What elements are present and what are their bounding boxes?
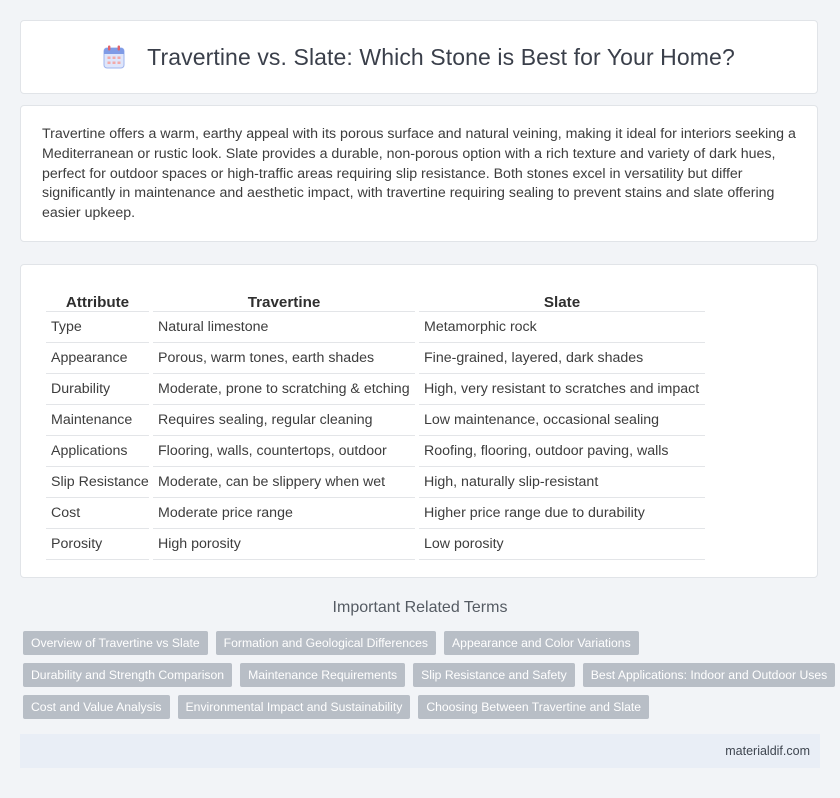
table-row (46, 312, 705, 343)
table-cell-travertine: Flooring, walls, countertops, outdoor (153, 436, 415, 467)
table-cell-slate: Low porosity (419, 529, 705, 560)
header-card (20, 20, 818, 94)
comparison-table-card (20, 264, 818, 578)
tag-row (23, 631, 823, 655)
related-term-tag[interactable]: Overview of Travertine vs Slate (23, 631, 208, 655)
table-cell-travertine: High porosity (153, 529, 415, 560)
calendar-icon (103, 45, 125, 69)
table-cell-attribute: Porosity (46, 529, 149, 560)
related-term-tag[interactable]: Environmental Impact and Sustainability (178, 695, 411, 719)
related-terms-list (23, 631, 828, 727)
table-row (46, 436, 705, 467)
table-cell-slate: Metamorphic rock (419, 312, 705, 343)
table-row (46, 467, 705, 498)
column-header-slate: Slate (419, 285, 705, 312)
title-wrap (103, 44, 735, 71)
table-cell-attribute: Applications (46, 436, 149, 467)
table-cell-slate: High, very resistant to scratches and impact (419, 374, 705, 405)
related-term-tag[interactable]: Appearance and Color Variations (444, 631, 639, 655)
related-term-tag[interactable]: Maintenance Requirements (240, 663, 405, 687)
tag-row (23, 695, 823, 719)
table-row (46, 343, 705, 374)
related-term-tag[interactable]: Choosing Between Travertine and Slate (418, 695, 649, 719)
related-term-tag[interactable]: Slip Resistance and Safety (413, 663, 575, 687)
intro-card (20, 105, 818, 242)
table-row (46, 405, 705, 436)
column-header-attribute: Attribute (46, 285, 149, 312)
table-cell-travertine: Requires sealing, regular cleaning (153, 405, 415, 436)
table-cell-attribute: Maintenance (46, 405, 149, 436)
table-cell-travertine: Porous, warm tones, earth shades (153, 343, 415, 374)
table-cell-slate: Roofing, flooring, outdoor paving, walls (419, 436, 705, 467)
comparison-table (42, 285, 709, 560)
page-title: Travertine vs. Slate: Which Stone is Best for Your Home? (147, 43, 735, 70)
related-term-tag[interactable]: Durability and Strength Comparison (23, 663, 232, 687)
intro-paragraph: Travertine offers a warm, earthy appeal with its porous surface and natural veining, making it ideal for interiors seeking a Mediterranean or rustic look. Slate provides a durable, non-porous option with a rich texture and variety of dark hues, perfect for outdoor spaces or high-traffic areas requiring slip resistance. Both stones excel in versatility but differ significantly in maintenance and aesthetic impact, with travertine requiring sealing to prevent stains and slate offering easier upkeep. (42, 126, 796, 222)
related-term-tag[interactable]: Best Applications: Indoor and Outdoor Uses (583, 663, 835, 687)
table-cell-attribute: Type (46, 312, 149, 343)
related-term-tag[interactable]: Cost and Value Analysis (23, 695, 170, 719)
table-cell-attribute: Appearance (46, 343, 149, 374)
table-cell-attribute: Slip Resistance (46, 467, 149, 498)
footer-site-link[interactable]: materialdif.com (725, 744, 810, 758)
table-cell-slate: Higher price range due to durability (419, 498, 705, 529)
tag-row (23, 663, 828, 687)
table-cell-travertine: Moderate, can be slippery when wet (153, 467, 415, 498)
table-header-row (46, 285, 705, 312)
related-terms-heading: Important Related Terms (332, 599, 508, 616)
table-cell-slate: High, naturally slip-resistant (419, 467, 705, 498)
related-term-tag[interactable]: Formation and Geological Differences (216, 631, 436, 655)
table-cell-travertine: Moderate price range (153, 498, 415, 529)
table-cell-travertine: Natural limestone (153, 312, 415, 343)
table-row (46, 374, 705, 405)
footer (20, 734, 820, 768)
table-cell-attribute: Durability (46, 374, 149, 405)
table-cell-attribute: Cost (46, 498, 149, 529)
table-row (46, 498, 705, 529)
table-cell-slate: Low maintenance, occasional sealing (419, 405, 705, 436)
table-cell-slate: Fine-grained, layered, dark shades (419, 343, 705, 374)
table-cell-travertine: Moderate, prone to scratching & etching (153, 374, 415, 405)
table-row (46, 529, 705, 560)
column-header-travertine: Travertine (153, 285, 415, 312)
